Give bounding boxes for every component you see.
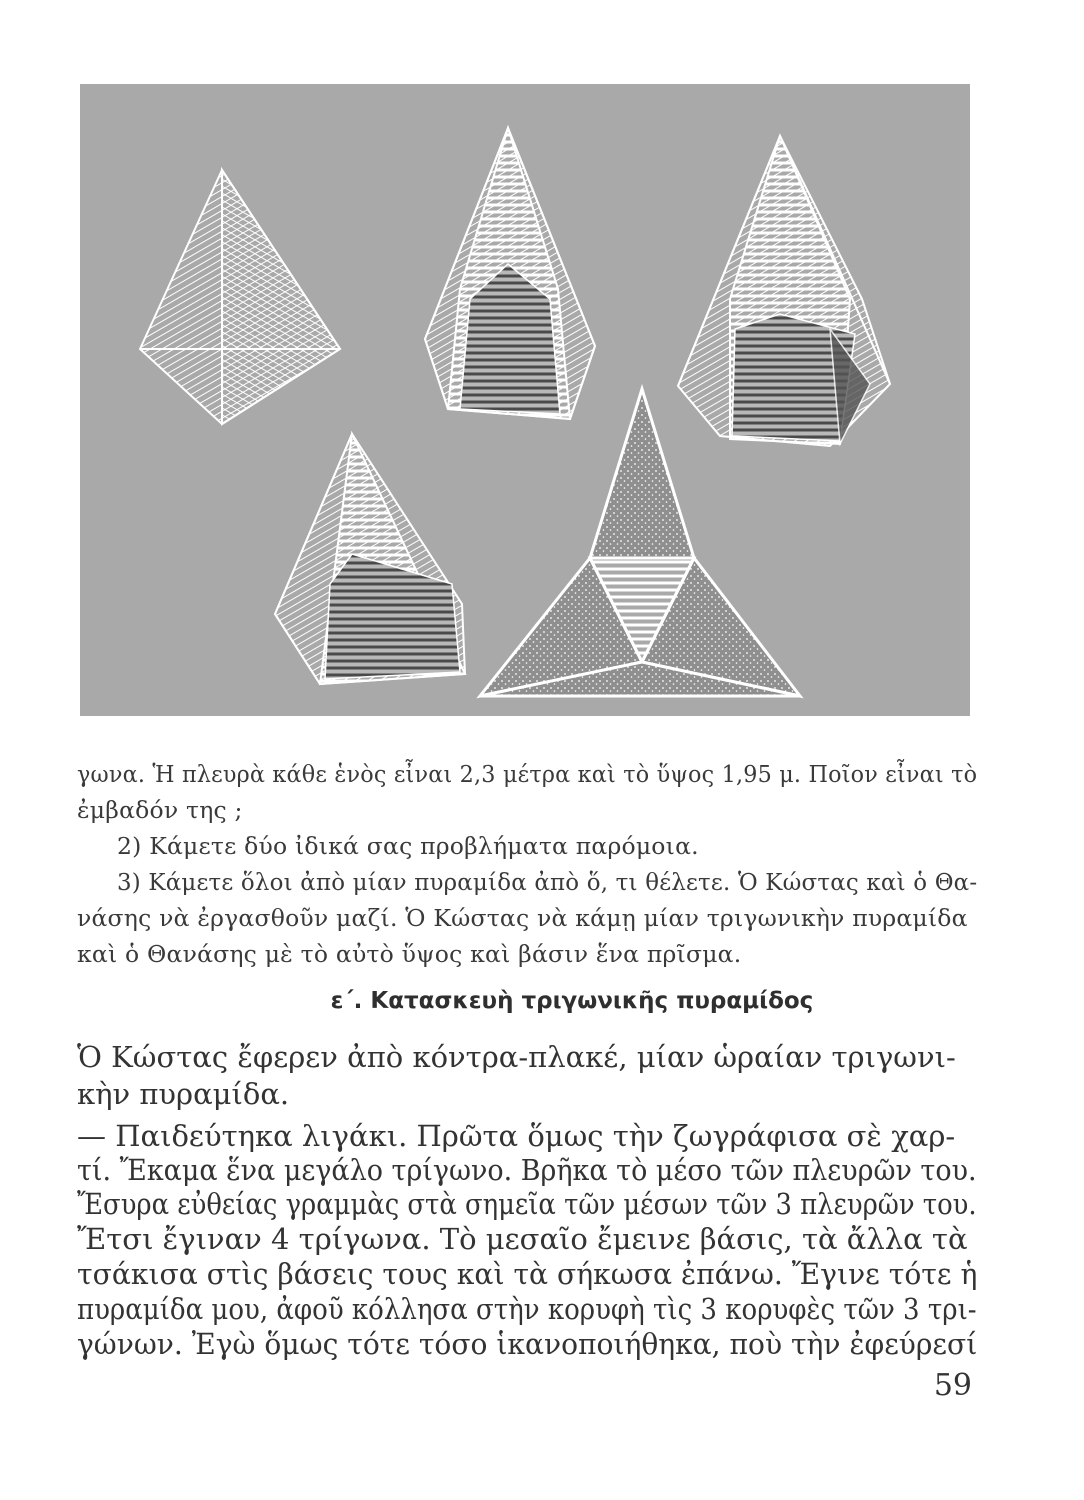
pyramids-illustration xyxy=(80,84,970,716)
exercise-line-5: νάσης νὰ ἐργασθοῦν μαζί. Ὁ Κώστας νὰ κάμῃ μίαν τριγωνικὴν πυραμίδα xyxy=(77,904,968,932)
body-line-4: τί. Ἔκαμα ἕνα μεγάλο τρίγωνο. Βρῆκα τὸ μέσο τῶν πλευρῶν του. xyxy=(77,1153,977,1187)
body-line-8: πυραμίδα μου, ἀφοῦ κόλλησα στὴν κορυφὴ τὶς 3 κορυφὲς τῶν 3 τρι- xyxy=(77,1292,977,1326)
exercise-line-6: καὶ ὁ Θανάσης μὲ τὸ αὐτὸ ὕψος καὶ βάσιν ἕνα πρῖσμα. xyxy=(77,940,742,968)
hexagonal-pyramid-model xyxy=(678,136,890,446)
square-pyramid-model-2 xyxy=(275,434,465,684)
body-line-1: Ὁ Κώστας ἔφερεν ἀπὸ κόντρα-πλακέ, μίαν ὡραίαν τριγωνι- xyxy=(77,1040,956,1074)
body-line-7: τσάκισα στὶς βάσεις τους καὶ τὰ σήκωσα ἐπάνω. Ἔγινε τότε ἡ xyxy=(77,1257,978,1291)
body-line-3: — Παιδεύτηκα λιγάκι. Πρῶτα ὅμως τὴν ζωγράφισα σὲ χαρ- xyxy=(77,1119,956,1153)
body-line-6: Ἔτσι ἔγιναν 4 τρίγωνα. Τὸ μεσαῖο ἔμεινε βάσις, τὰ ἄλλα τὰ xyxy=(77,1222,968,1256)
pyramids-figure xyxy=(80,84,970,716)
body-line-5: Ἔσυρα εὐθείας γραμμὰς στὰ σημεῖα τῶν μέσων τῶν 3 πλευρῶν του. xyxy=(77,1187,977,1221)
exercise-line-2: ἐμβαδόν της ; xyxy=(77,796,243,824)
exercise-line-1: γωνα. Ἡ πλευρὰ κάθε ἑνὸς εἶναι 2,3 μέτρα καὶ τὸ ὕψος 1,95 μ. Ποῖον εἶναι τὸ xyxy=(77,760,978,788)
section-heading: ε΄. Κατασκευὴ τριγωνικῆς πυραμίδος xyxy=(330,988,814,1014)
square-pyramid-model xyxy=(140,170,340,424)
page-number: 59 xyxy=(933,1368,972,1403)
pentagonal-pyramid-model xyxy=(425,128,595,419)
body-line-9: γώνων. Ἐγὼ ὅμως τότε τόσο ἱκανοποιήθηκα, ποὺ τὴν ἐφεύρεσί xyxy=(77,1327,978,1361)
exercise-line-4: 3) Κάμετε ὅλοι ἀπὸ μίαν πυραμίδα ἀπὸ ὅ, τι θέλετε. Ὁ Κώστας καὶ ὁ Θα- xyxy=(117,868,978,896)
body-line-2: κὴν πυραμίδα. xyxy=(77,1077,290,1111)
exercise-line-3: 2) Κάμετε δύο ἰδικά σας προβλήματα παρόμοια. xyxy=(117,832,699,860)
